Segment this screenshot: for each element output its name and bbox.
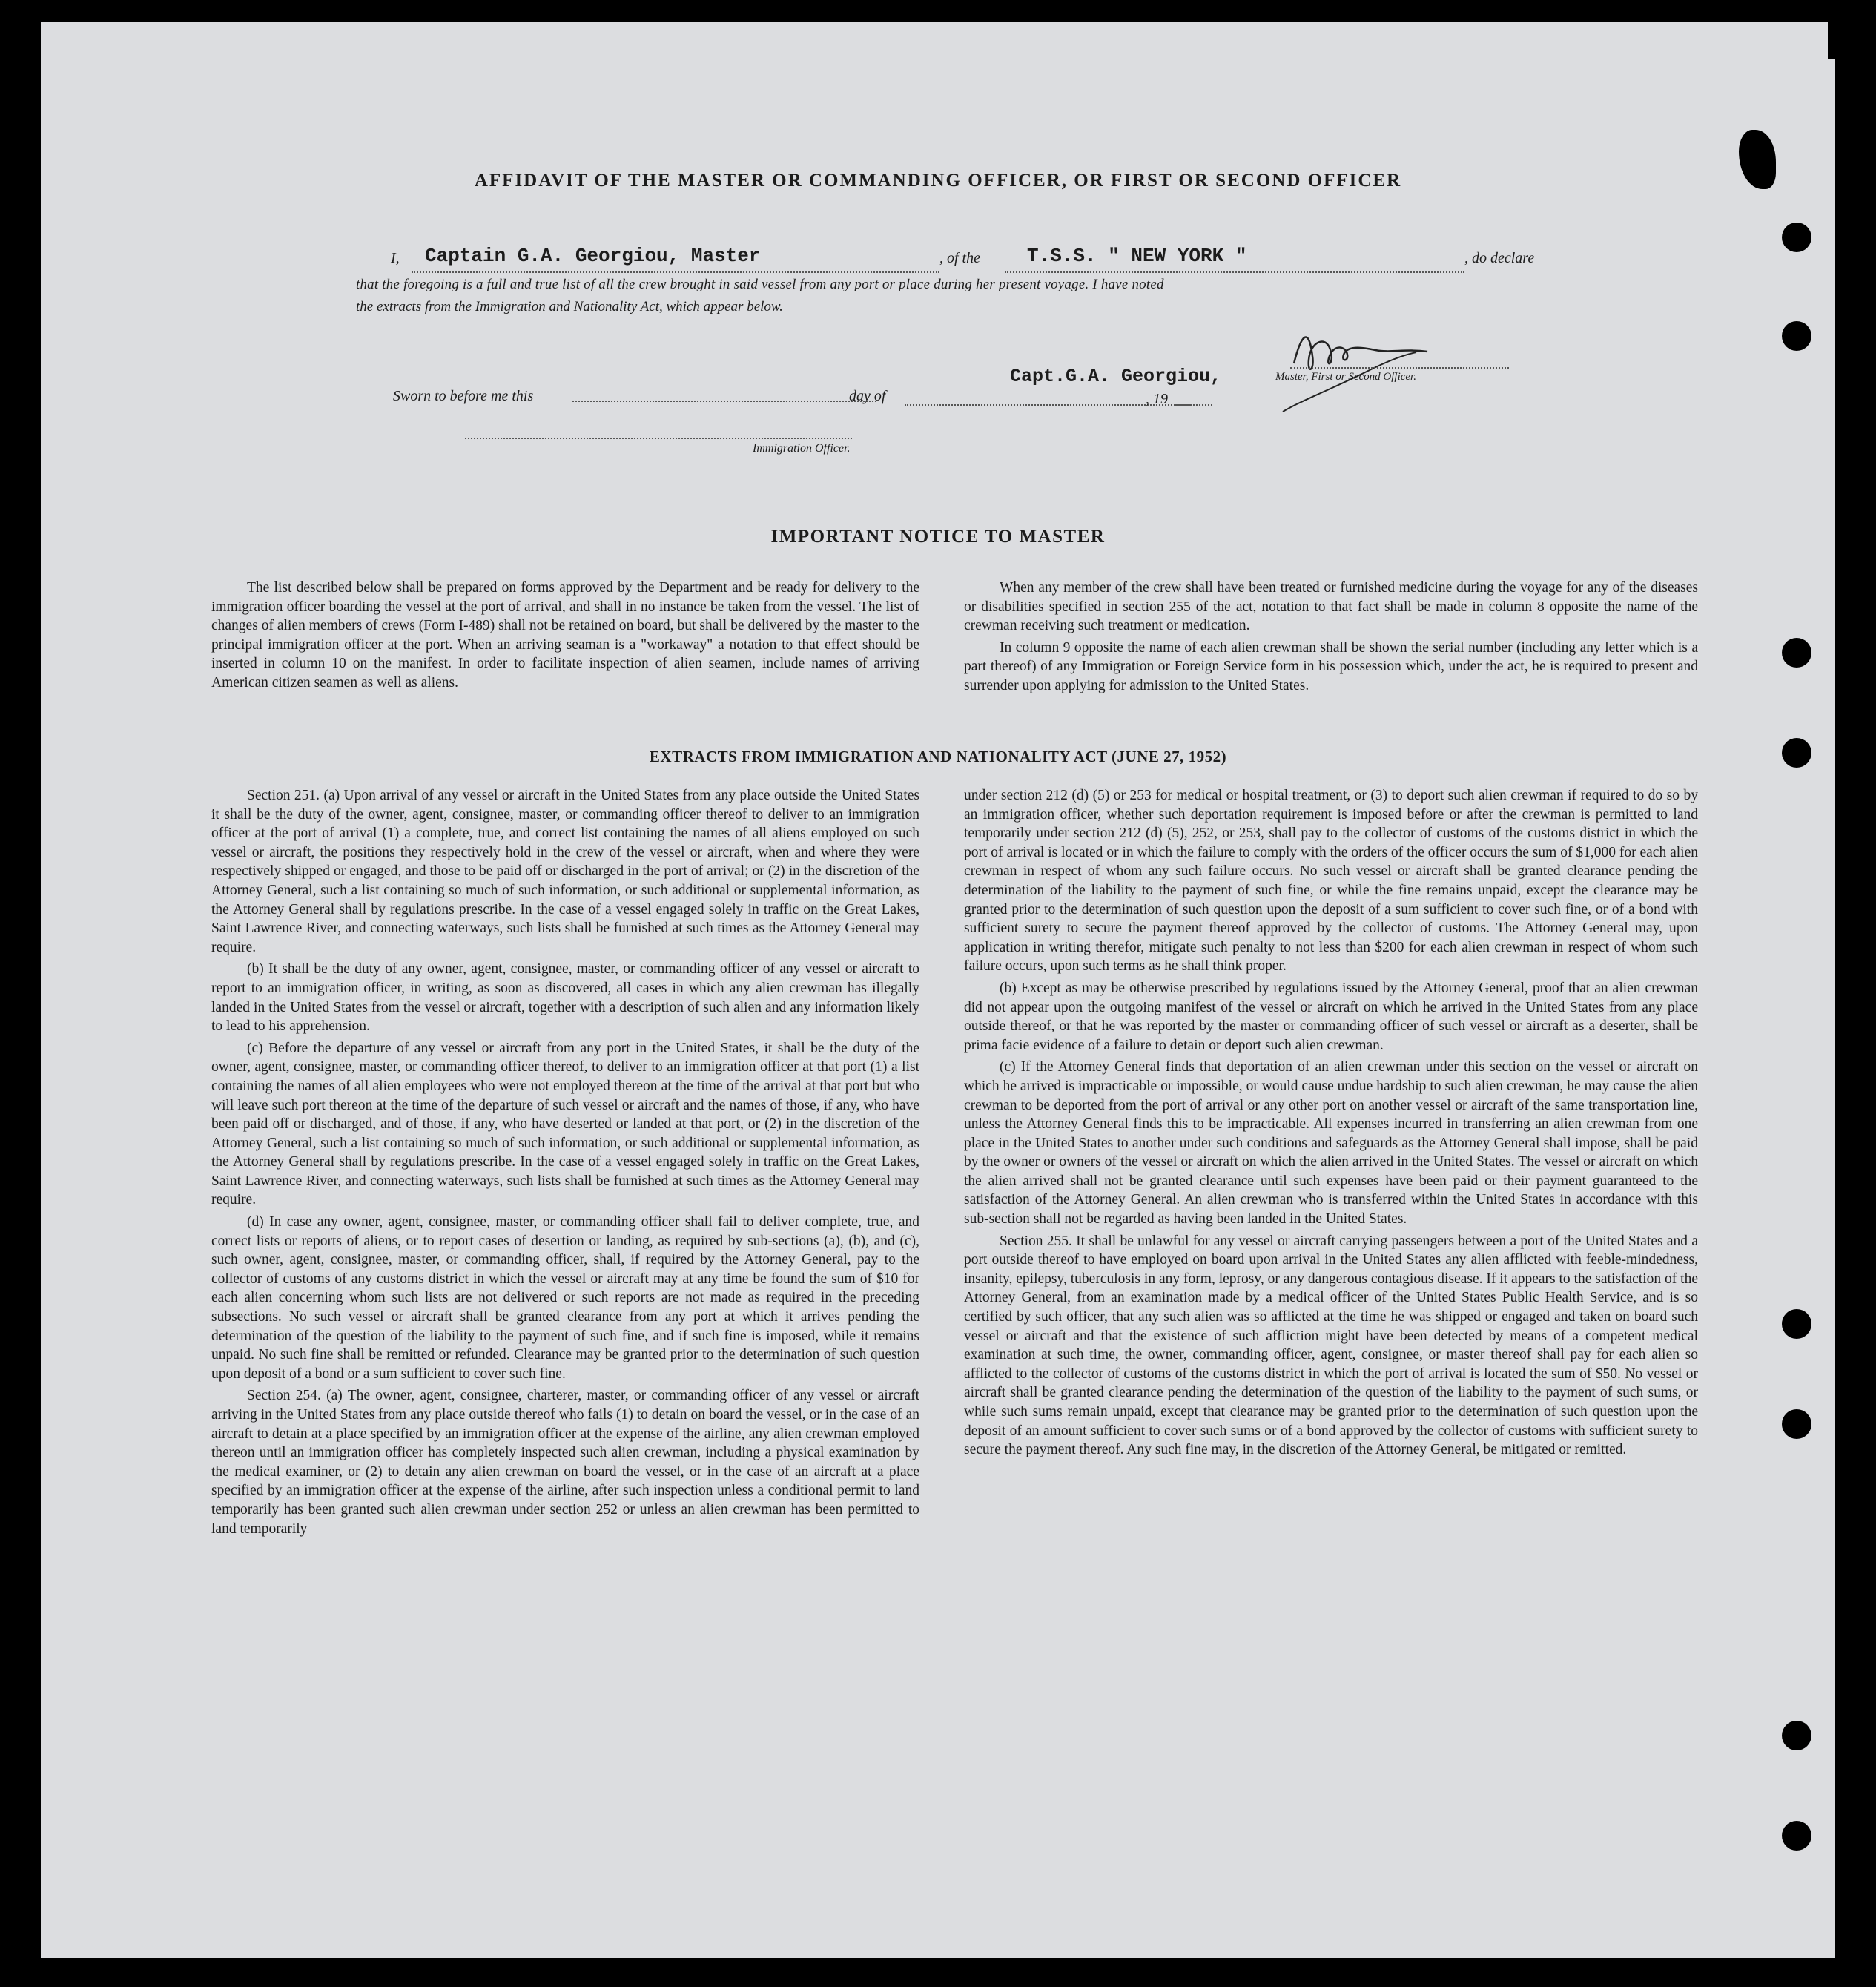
- declarant-line: [412, 271, 939, 273]
- notice-right-paragraph-1: When any member of the crew shall have been treated or furnished medicine during the voyage for any of the diseases or disabilities specified in section 255 of the act, notation to that fact shall be made in column 8 opposite the name of the crewman receiving such treatment or medication.: [964, 580, 1698, 634]
- punch-hole: [1782, 1309, 1811, 1339]
- year-prefix: , 19: [1146, 391, 1168, 407]
- pronoun: I,: [391, 250, 400, 266]
- affidavit-title: AFFIDAVIT OF THE MASTER OR COMMANDING OFFICER, OR FIRST OR SECOND OFFICER: [474, 171, 1402, 191]
- section-255: Section 255. It shall be unlawful for any vessel or aircraft carrying passengers between a port of the United States and a port outside thereof to have employed on board upon arrival in the United States any alien afflicted with feeble-mindedness, insanity, epilepsy, tuberculosis in any form, leprosy, or any dangerous contagious disease. If it appears to the satisfaction of the Attorney General, from an examination made by a medical officer of the United States Public Health Service, and is so certified by such officer, that any such alien was so afflicted at the time he was shipped or engaged and taken on board such vessel or aircraft and that the existence of such affliction might have been detected by means of a competent medical examination at such time, the owner, commanding officer, agent, consignee, or master thereof shall pay for each alien so afflicted to the collector of customs of the customs district in which the port of arrival is located the sum of $50. No vessel or aircraft shall be granted clearance pending the determination of the question of the liability to the payment of such sums, or while such sums remain unpaid, except that clearance may be granted prior to the determination of such question upon the deposit of an amount sufficient to cover such sums or of a bond approved by the collector of customs with sufficient surety to secure the payment thereof. Any such fine may, in the discretion of the Attorney General, be mitigated or remitted.: [964, 1233, 1698, 1458]
- extracts-title: EXTRACTS FROM IMMIGRATION AND NATIONALITY ACT (JUNE 27, 1952): [649, 748, 1227, 765]
- notice-title: IMPORTANT NOTICE TO MASTER: [770, 527, 1106, 547]
- of-the-label: , of the: [939, 250, 980, 266]
- section-254-a-continued: under section 212 (d) (5) or 253 for medical or hospital treatment, or (3) to deport such alien crewman if required to do so by an immigration officer, whether such deportation requirement is imposed before or after the crewman is permitted to land temporarily under section 212 (d) (5), 252, or 253, shall pay to the collector of customs of the customs district in which the port of arrival is located or in which the failure to comply with the orders of the officer occurs the sum of $1,000 for each alien crewman in respect of whom any such failure occurs. No such vessel or aircraft shall be granted clearance pending the determination of the liability to the payment of such fine, or while the fine remains unpaid, except the clearance may be granted prior to the determination of such question upon the deposit of a sum sufficient to cover such fine, or of a bond with sufficient surety to secure the payment thereof approved by the collector of customs. The Attorney General may, upon application in writing therefor, mitigate such penalty to not less than $200 for each alien crewman in respect of whom such failure occurs, upon such terms as he shall think proper.: [964, 788, 1698, 975]
- notice-right-column: [964, 579, 1698, 699]
- notice-left-paragraph: The list described below shall be prepared on forms approved by the Department and be ready for delivery to the immigration officer boarding the vessel at the port of arrival, and shall in no instance be taken from the vessel. The list of changes of alien members of crews (Form I-489) shall not be retained on board, but shall be delivered by the master to the principal immigration officer at the port. When an arriving seaman is a "workaway" a notation to that effect should be inserted in column 10 on the manifest. In order to facilitate inspection of alien seamen, include names of arriving American citizen seamen as well as aliens.: [211, 580, 919, 691]
- punch-hole: [1782, 223, 1811, 252]
- section-251-a: Section 251. (a) Upon arrival of any vessel or aircraft in the United States from any place outside the United States it shall be the duty of the owner, agent, consignee, master, or commanding officer thereof to deliver to an immigration officer at the port of arrival (1) a complete, true, and correct list containing the names of all aliens employed on such vessel or aircraft, the positions they respectively hold in the crew of the vessel or aircraft, when and where they were respectively shipped or engaged, and those to be paid off or discharged in the port of arrival; or (2) in the discretion of the Attorney General, such a list containing so much of such information, or such additional or supplemental information, as the Attorney General shall by regulations prescribe. In the case of a vessel engaged solely in traffic on the Great Lakes, Saint Lawrence River, and connecting waterways, such lists shall be furnished at such times as the Attorney General may require.: [211, 788, 919, 955]
- notice-right-paragraph-2: In column 9 opposite the name of each alien crewman shall be shown the serial number (including any letter which is a part thereof) of any Immigration or Foreign Service form in his possession which, under the act, he is required to present and surrender upon applying for admission to the United States.: [964, 639, 1698, 693]
- punch-hole: [1782, 638, 1811, 668]
- officer-caption: Immigration Officer.: [753, 442, 851, 455]
- master-caption: Master, First or Second Officer.: [1275, 371, 1416, 383]
- vessel-line: [1005, 271, 1464, 273]
- corner-tear: [1828, 22, 1835, 59]
- section-251-c: (c) Before the departure of any vessel or aircraft from any port in the United States, it shall be the duty of the owner, agent, consignee, master, or commanding officer thereof, to deliver to an immigration officer at that port (1) a list containing the names of all alien employees who were not employed thereon at the time of the arrival at that port but who will leave such port thereon at the time of the departure of such vessel or aircraft and the names of those, if any, who have been paid off or discharged, and of those, if any, who have deserted or landed at that port, or (2) in the discretion of the Attorney General, such a list containing so much of such information, or such additional or supplemental information, as the Attorney General shall by regulations prescribe. In the case of a vessel engaged solely in traffic on the Great Lakes, Saint Lawrence River, and connecting waterways, such lists shall be furnished at such times as the Attorney General may require.: [211, 1040, 919, 1208]
- sworn-label: Sworn to before me this: [393, 388, 534, 404]
- vessel-value: T.S.S. " NEW YORK ": [1027, 245, 1247, 267]
- sworn-day-line: [572, 401, 876, 402]
- section-254-c: (c) If the Attorney General finds that deportation of an alien crewman under this section on the vessel or aircraft on which he arrived is impracticable or impossible, or would cause undue hardship to such alien crewman, he may cause the alien crewman to be deported from the port of arrival or any other port on another vessel or aircraft of the same transportation line, unless the Attorney General finds this to be impracticable. All expenses incurred in transferring an alien crewman from one place in the United States to another under such conditions and safeguards as the Attorney General shall impose, shall be paid by the owner or owners of the vessel or aircraft on which the alien arrived in the United States. The vessel or aircraft on which the alien arrived shall not be granted clearance until such expenses have been paid or their payment guaranteed to the satisfaction of the Attorney General. An alien crewman who is transferred within the United States in accordance with this sub-section shall not be regarded as having been landed in the United States.: [964, 1059, 1698, 1228]
- extracts-left-column: [211, 786, 919, 1541]
- punch-hole: [1782, 1821, 1811, 1851]
- punch-hole: [1782, 1721, 1811, 1750]
- day-of-label: day of: [849, 388, 886, 404]
- extracts-right-column: [964, 786, 1698, 1463]
- section-254-b: (b) Except as may be otherwise prescribed by regulations issued by the Attorney General, proof that an alien crewman did not appear upon the outgoing manifest of the vessel or aircraft on which he arrived in the United States from any place outside thereof, or that he was reported by the master or commanding officer of such vessel or aircraft as a deserter, shall be prima facie evidence of a failure to detain or deport such alien crewman.: [964, 980, 1698, 1053]
- master-sign-line: [1290, 367, 1509, 369]
- notice-left-column: [211, 579, 919, 696]
- section-251-d: (d) In case any owner, agent, consignee, master, or commanding officer shall fail to deliver complete, true, and correct lists or reports of aliens, or to report cases of desertion or landing, as required by sub-sections (a), (b), and (c), such owner, agent, consignee, master, or commanding officer, shall, if required by the Attorney General, pay to the collector of customs of any customs district in which the vessel or aircraft may at any time be found the sum of $10 for each alien concerning whom such lists are not delivered or such reports are not made as required in the preceding subsections. No such vessel or aircraft shall be granted clearance from any port at which it arrives pending the determination of the question of the liability to the payment of such fine, and if such fine is imposed, while it remains unpaid. No such fine shall be remitted or refunded. Clearance may be granted prior to the determination of such question upon deposit of a bond or a sum sufficient to cover such fine.: [211, 1214, 919, 1382]
- section-254-a: Section 254. (a) The owner, agent, consignee, charterer, master, or commanding officer of any vessel or aircraft arriving in the United States from any place outside thereof who fails (1) to detain on board the vessel, or in the case of an aircraft to detain at a place specified by an immigration officer at the expense of the airline, any alien crewman employed thereon until an immigration officer has completely inspected such alien crewman, including a physical examination by the medical examiner, or (2) to detain any alien crewman on board the vessel, or in the case of an aircraft at a place specified by an immigration officer at the expense of the airline, after such inspection unless a conditional permit to land temporarily has been granted such alien crewman under section 252 or unless an alien crewman has been permitted to land temporarily: [211, 1388, 919, 1537]
- statement-line-2: the extracts from the Immigration and Nationality Act, which appear below.: [356, 299, 783, 314]
- signer-typed-name: Capt.G.A. Georgiou,: [1010, 366, 1222, 387]
- year-line: [1175, 404, 1212, 406]
- statement-line-1: that the foregoing is a full and true list of all the crew brought in said vessel from any port or place during her present voyage. I have noted: [356, 277, 1164, 292]
- punch-hole: [1782, 1409, 1811, 1439]
- officer-sign-line: [465, 438, 852, 439]
- do-declare-label: , do declare: [1464, 250, 1535, 266]
- section-251-b: (b) It shall be the duty of any owner, agent, consignee, master, or commanding officer of any vessel or aircraft to report to an immigration officer, in writing, as soon as discovered, all cases in which any alien crewman has illegally landed in the United States from the vessel or aircraft, together with a description of such alien and any information likely to lead to his apprehension.: [211, 961, 919, 1035]
- document-page: [41, 22, 1835, 1958]
- punch-hole: [1782, 321, 1811, 351]
- declarant-value: Captain G.A. Georgiou, Master: [425, 245, 761, 267]
